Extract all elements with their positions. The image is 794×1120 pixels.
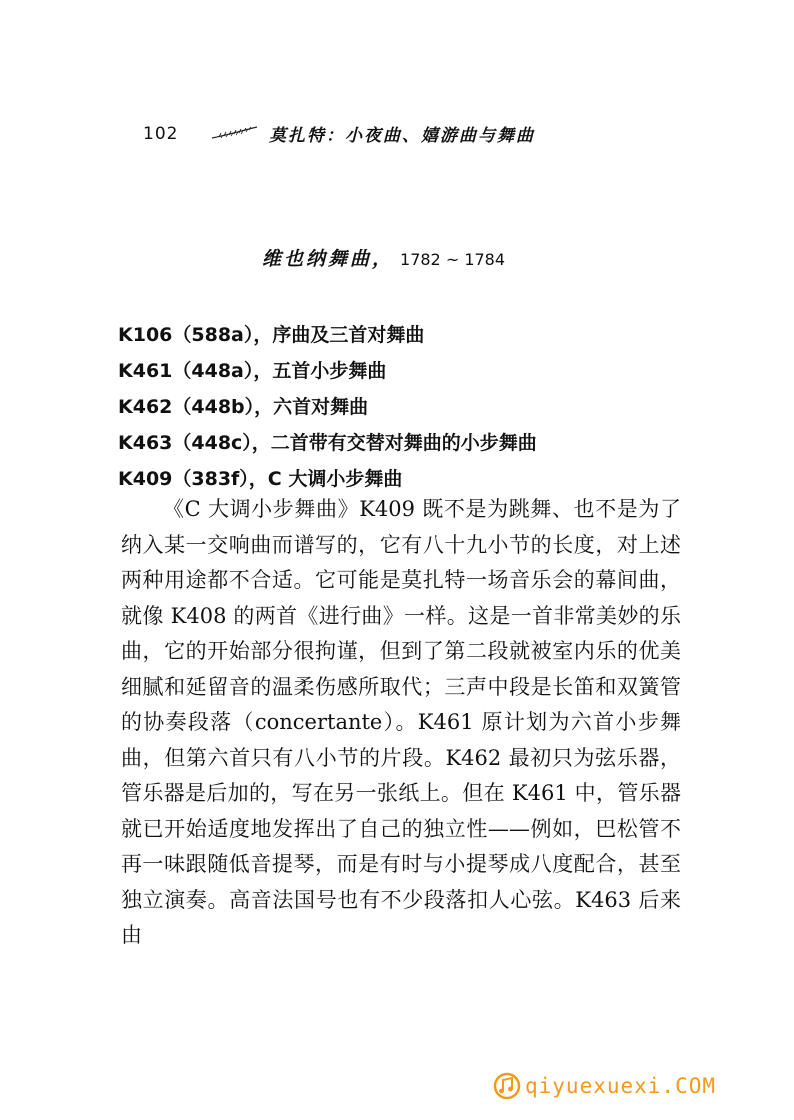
watermark-text: qiyuexuexi.COM (525, 1074, 717, 1098)
section-title-text: 维也纳舞曲， (262, 248, 395, 270)
running-title: 莫扎特：小夜曲、嬉游曲与舞曲 (269, 126, 535, 146)
catalog-item: K106（588a），序曲及三首对舞曲 (118, 324, 425, 346)
page-number: 102 (143, 124, 179, 144)
catalog-list (118, 317, 537, 497)
site-watermark (493, 1070, 716, 1102)
site-logo-icon (493, 1072, 521, 1100)
catalog-item: K463（448c），二首带有交替对舞曲的小步舞曲 (118, 432, 537, 454)
feather-ornament-icon (211, 126, 259, 140)
section-title (262, 244, 505, 271)
catalog-item: K462（448b），六首对舞曲 (118, 396, 369, 418)
catalog-item: K461（448a），五首小步舞曲 (118, 360, 387, 382)
section-title-years: 1782 ~ 1784 (400, 250, 506, 269)
body-paragraph: 《C 大调小步舞曲》K409 既不是为跳舞、也不是为了纳入某一交响曲而谱写的，它有八十九小节的长度，对上述两种用途都不合适。它可能是莫扎特一场音乐会的幕间曲，就像 K408 的两首《进行曲》一样。这是一首非常美妙的乐曲，它的开始部分很拘谨，但到了第二段就被室内乐的优美细腻和延留音的温柔伤感所取代；三声中段是长笛和双簧管的协奏段落（concertante）。K461 原计划为六首小步舞曲，但第六首只有八小节的片段。K462 最初只为弦乐器，管乐器是后加的，写在另一张纸上。但在 K461 中，管乐器就已开始适度地发挥出了自己的独立性——例如，巴松管不再一味跟随低音提琴，而是有时与小提琴成八度配合，甚至独立演奏。高音法国号也有不少段落扣人心弦。K463 后来由 (121, 497, 681, 947)
running-header (143, 120, 623, 148)
catalog-item: K409（383f），C 大调小步舞曲 (118, 468, 403, 490)
